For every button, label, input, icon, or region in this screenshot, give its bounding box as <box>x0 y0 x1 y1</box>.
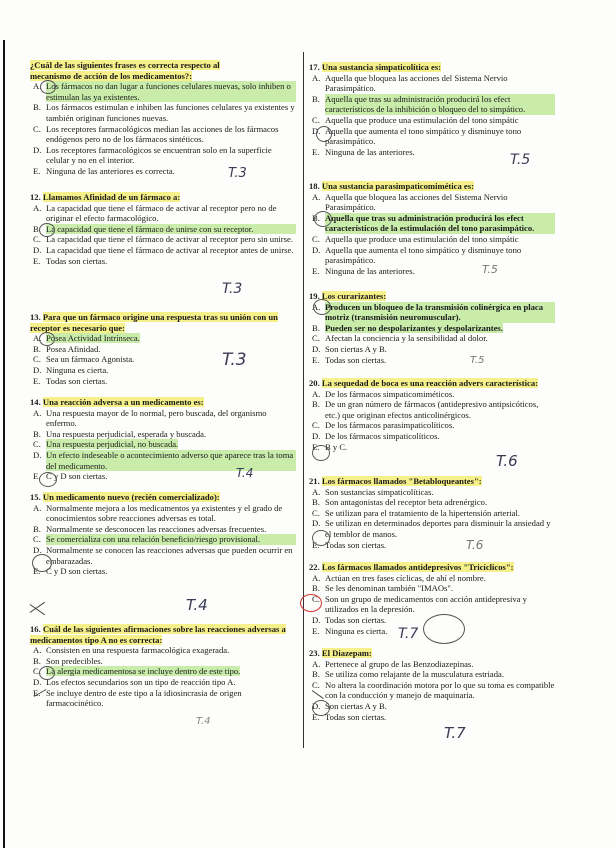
answer-circle <box>39 666 55 680</box>
question-19: 19. Los curarizantes: A. Producen un bloqueo de la transmisión colinérgica en placa motriz (transmisión neuromuscular). B. Pueden ser no despolarizantes y despolarizantes. C. Afectan la conciencia y la sensibilidad al dolor. D. Son ciertas A y B. E. Todas son ciertas. <box>309 291 555 365</box>
option-a: A. Aquella que bloquea las acciones del Sistema Nervio Parasimpático. <box>312 191 508 213</box>
answer-circle <box>39 223 55 237</box>
scan-edge-line <box>3 40 5 848</box>
option-e: E. Todas son ciertas. <box>33 255 108 266</box>
question-stem: Para que un fármaco origine una respuesta tras su unión con un receptor es necesario que: <box>30 312 278 333</box>
question-stem: Los fármacos llamados "Betabloqueantes": <box>321 476 482 486</box>
option-c: C. Una respuesta perjudicial, no buscada. <box>33 439 179 450</box>
option-b: B. Se utiliza como relajante de la musculatura estriada. <box>312 669 504 680</box>
option-b: B. Aquella que tras su administración producirá los efect característicos de la inhibición o bloqueo del to simpático. <box>309 94 555 115</box>
handwritten-note: T.3 <box>228 166 247 181</box>
question-stem: ¿Cuál de las siguientes frases es correcta respecto al <box>30 60 220 70</box>
option-d: D. Se utilizan en determinados deportes para disminuir la ansiedad y el temblor de manos. <box>312 518 551 539</box>
option-e: E. Todas son ciertas. <box>312 711 387 722</box>
question-22: 22. Los fármacos llamados antidepresivos "Tricíclicos": A. Actúan en tres fases cíclicas, de ahí el nombre. B. Se les denominan también "IMAOs". C. Son un grupo de medicamentos con acción antidepresiva y utilizados en la depresión. D. Todas son ciertas. E. Ninguna es cierta. <box>309 562 555 636</box>
option-d: D. Aquella que aumenta el tono simpático y disminuye tono parasimpático. <box>312 244 522 266</box>
question-stem: Una sustancia simpaticolítica es: <box>321 62 442 72</box>
option-d: D. Los efectos secundarios son un tipo de reacción tipo A. <box>33 676 236 687</box>
option-b: B. Normalmente se desconocen las reacciones adversas frecuentes. <box>33 523 267 534</box>
option-b: B. Son antagonistas del receptor beta adrenérgico. <box>312 497 488 508</box>
answer-circle <box>40 80 56 94</box>
option-e: E. C y D son ciertas. <box>33 566 108 577</box>
answer-circle <box>32 554 52 572</box>
option-b: B. Una respuesta perjudicial, esperada y buscada. <box>33 428 207 439</box>
option-b: B. Se les denominan también "IMAOs". <box>312 583 454 594</box>
question-12: 12. Llamamos Afinidad de un fármaco a: A. La capacidad que tiene el fármaco de activar al receptor pero no de originar el efecto farmacológico. B. La capacidad que tiene el fármaco de unirse con su receptor. C. La capacidad que tiene el fármaco de activar al receptor pero sin unirse. D. La capacidad que tiene el fármaco de activar al receptor antes de unirse. E. Todas son ciertas. <box>30 192 296 266</box>
question-17: 17. Una sustancia simpaticolítica es: A. Aquella que bloquea las acciones del Sistema Nervio Parasimpático. B. Aquella que tras su administración producirá los efect característicos de la inhibición o bloqueo del to simpático. C. Aquella que produce una estimulación del tono simpátic D. Aquella que aumenta el tono simpático y disminuye tono parasimpático. E. Ninguna de las anteriores. <box>309 62 555 157</box>
option-a: A. Actúan en tres fases cíclicas, de ahí el nombre. <box>312 572 486 583</box>
option-b: B. Son predecibles. <box>33 655 103 666</box>
handwritten-note: T.5 <box>482 263 498 276</box>
option-d: D. Son ciertas A y B. <box>312 343 387 354</box>
handwritten-loop <box>423 614 465 644</box>
handwritten-note: T.3 <box>222 281 243 297</box>
option-c: C. No altera la coordinación motora por lo que su toma es compatible con la conducción y manejo de maquinaria. <box>312 679 555 701</box>
option-b: B. Posea Afinidad. <box>33 343 101 354</box>
option-d: D. Aquella que aumenta el tono simpático y disminuye tono parasimpático. <box>312 125 522 147</box>
option-b: B. La capacidad que tiene el fármaco de unirse con su receptor. <box>30 224 296 235</box>
option-c: C. La alergia medicamentosa se incluye dentro de este tipo. <box>33 666 241 677</box>
handwritten-note: T.4 <box>196 716 211 727</box>
option-c: C. La capacidad que tiene el fármaco de activar al receptor pero sin unirse. <box>33 234 293 245</box>
option-a: A. Normalmente mejora a los medicamentos ya existentes y el grado de conocimientos sobre reacciones adversas es total. <box>33 502 283 524</box>
question-stem: La sequedad de boca es una reacción advers característica: <box>321 378 538 388</box>
option-e: E. Ninguna de las anteriores. <box>312 265 415 276</box>
option-e: E. Ninguna es cierta. <box>312 625 388 636</box>
question-stem: Llamamos Afinidad de un fármaco a: <box>42 192 181 202</box>
option-e: E. B y C. <box>312 441 348 452</box>
answer-circle <box>312 445 330 461</box>
option-d: D. Ninguna es cierta. <box>33 364 109 375</box>
option-c: C. Sea un fármaco Agonista. <box>33 354 135 365</box>
answer-circle <box>314 211 332 227</box>
handwritten-note: T.3 <box>222 350 247 370</box>
option-a: A. Los fármacos no dan lugar a funciones celulares nuevas, solo inhiben o estimulan las ya existentes. <box>30 81 296 102</box>
option-a: A. Aquella que bloquea las acciones del Sistema Nervio Parasimpático. <box>312 72 508 94</box>
question-21: 21. Los fármacos llamados "Betabloqueantes": A. Son sustancias simpaticolíticas. B. Son antagonistas del receptor beta adrenérgico. C. Se utilizan para el tratamiento de la hipertensión arterial. D. Se utilizan en determinados deportes para disminuir la ansiedad y el temblor de manos. E. Todas son ciertas. <box>309 476 555 550</box>
option-c: C. Se utilizan para el tratamiento de la hipertensión arterial. <box>312 507 520 518</box>
handwritten-note: T.7 <box>398 626 419 642</box>
column-divider <box>303 52 304 748</box>
option-d: D. Todas son ciertas. <box>312 614 387 625</box>
question-stem: Una sustancia parasimpaticomimética es: <box>321 181 474 191</box>
option-c: C. Son un grupo de medicamentos con acción antidepresiva y utilizados en la depresión. <box>312 593 527 615</box>
option-b: B. Los fármacos estimulan e inhiben las funciones celulares ya existentes y también originan funciones nuevas. <box>33 102 295 123</box>
option-b: B. Aquella que tras su administración producirá los efect característicos de la estimulación del tono parasimpático. <box>309 213 555 234</box>
question-16: 16. Cuál de las siguientes afirmaciones sobre las reacciones adversas a medicamentos tipo A no es correcta: A. Consisten en una respuesta farmacológica exagerada. B. Son predecibles. C. La alergia medicamentosa se incluye dentro de este tipo. D. Los efectos secundarios son un tipo de reacción tipo A. E. Se incluye dentro de este tipo a la idiosincrasia de origen farmacocinético. <box>30 624 296 709</box>
option-c: C. Aquella que produce una estimulación del tono simpátic <box>312 114 519 125</box>
answer-circle <box>312 700 330 716</box>
option-b: B. De un gran número de fármacos (antidepresivo antipsicóticos, etc.) que originan efectos anticolinérgicos. <box>312 399 539 420</box>
option-e: E. Se incluye dentro de este tipo a la idiosincrasia de origen farmacocinético. <box>33 687 242 709</box>
answer-circle <box>39 332 55 346</box>
option-a: A. Posea Actividad Intrínseca. <box>33 333 140 344</box>
option-a: A. Una respuesta mayor de lo normal, pero buscada, del organismo enfermo. <box>33 407 267 429</box>
question-15: 15. Un medicamento nuevo (recién comercializado): A. Normalmente mejora a los medicamentos ya existentes y el grado de conocimientos sobre reacciones adversas es total. B. Normalmente se desconocen las reacciones adversas frecuentes. C. Se comercializa con una relación beneficio/riesgo provisional. D. Normalmente se conocen las reacciones adversas que pueden ocurrir en embarazadas. E. C y D son ciertas. <box>30 492 296 577</box>
option-d: D. Son ciertas A y B. <box>312 700 387 711</box>
question-stem: Los fármacos llamados antidepresivos "Tricíclicos": <box>321 562 514 572</box>
option-d: D. Normalmente se conocen las reacciones adversas que pueden ocurrir en embarazadas. <box>33 544 293 566</box>
option-c: C. De los fármacos parasimpaticolíticos. <box>312 420 455 431</box>
option-a: A. Pertenece al grupo de las Benzodiazepinas. <box>312 658 474 669</box>
option-b: B. Pueden ser no despolarizantes y despolarizantes. <box>312 322 503 333</box>
option-d: D. Los receptores farmacológicos se encuentran solo en la superficie celular y no en el interior. <box>33 144 272 166</box>
handwritten-note: T.6 <box>466 538 484 552</box>
option-a: A. De los fármacos simpaticomiméticos. <box>312 388 455 399</box>
option-c: C. Se comercializa con una relación beneficio/riesgo provisional. <box>30 534 296 545</box>
question-stem: Los curarizantes: <box>321 291 387 301</box>
answer-circle <box>316 126 332 142</box>
option-c: C. Afectan la conciencia y la sensibilidad al dolor. <box>312 333 488 344</box>
question-stem: Una reacción adversa a un medicamento es: <box>42 397 204 407</box>
answer-circle <box>313 299 331 315</box>
option-e: E. Todas son ciertas. <box>33 375 108 386</box>
handwritten-note: T.4 <box>236 466 254 480</box>
question-20: 20. La sequedad de boca es una reacción advers característica: A. De los fármacos simpaticomiméticos. B. De un gran número de fármacos (antidepresivo antipsicóticos, etc.) que originan efectos anticolinérgicos. C. De los fármacos parasimpaticolíticos. D. De los fármacos simpaticolíticos. E. B y C. <box>309 378 555 452</box>
handwritten-note: T.5 <box>470 355 485 366</box>
option-d: D. Un efecto indeseable o acontecimiento adverso que aparece tras la toma del medicamento. <box>30 450 296 471</box>
option-a: A. La capacidad que tiene el fármaco de activar al receptor pero no de originar el efecto farmacológico. <box>33 202 277 224</box>
option-d: D. La capacidad que tiene el fármaco de activar al receptor antes de unirse. <box>33 244 294 255</box>
answer-circle-red <box>300 594 322 612</box>
option-c: C. Los receptores farmacológicos median las acciones de los fármacos endógenos pero no de los fármacos sintéticos. <box>33 123 279 145</box>
option-e: E. Ninguna de las anteriores. <box>312 146 415 157</box>
question-stem: Un medicamento nuevo (recién comercializado): <box>42 492 220 502</box>
handwritten-note: T.6 <box>496 452 518 470</box>
question-stem-cont: mecanismo de acción de los medicamentos?: <box>30 70 193 81</box>
option-a: A. Consisten en una respuesta farmacológica exagerada. <box>33 645 230 656</box>
question-13: 13. Para que un fármaco origine una respuesta tras su unión con un receptor es necesario que: A. Posea Actividad Intrínseca. B. Posea Afinidad. C. Sea un fármaco Agonista. D. Ninguna es cierta. E. Todas son ciertas. <box>30 312 296 386</box>
answer-circle <box>312 530 330 546</box>
option-a: A. Son sustancias simpaticolíticas. <box>312 486 434 497</box>
question-23: 23. El Diazepam: A. Pertenece al grupo de las Benzodiazepinas. B. Se utiliza como relajante de la musculatura estriada. C. No altera la coordinación motora por lo que su toma es compatible con la conducción y manejo de maquinaria. D. Son ciertas A y B. E. Todas son ciertas. <box>309 648 555 722</box>
question-stem: Cuál de las siguientes afirmaciones sobre las reacciones adversas a medicamentos tipo A no es correcta: <box>30 624 286 645</box>
option-e: E. Ninguna de las anteriores es correcta. <box>33 165 175 176</box>
question-stem: El Diazepam: <box>321 648 372 658</box>
cross-mark <box>30 602 45 613</box>
option-e: E. C y D son ciertas. <box>33 471 108 482</box>
option-e: E. Todas son ciertas. <box>312 354 387 365</box>
answer-circle <box>39 472 57 487</box>
handwritten-note: T.4 <box>186 596 208 614</box>
handwritten-note: T.5 <box>510 152 531 168</box>
option-d: D. De los fármacos simpaticolíticos. <box>312 430 440 441</box>
question-1 <box>30 60 296 177</box>
option-a: A. Producen un bloqueo de la transmisión colinérgica en placa motriz (transmisión neuromuscular). <box>309 302 555 323</box>
handwritten-note: T.7 <box>444 724 466 742</box>
question-14: 14. Una reacción adversa a un medicamento es: A. Una respuesta mayor de lo normal, pero buscada, del organismo enfermo. B. Una respuesta perjudicial, esperada y buscada. C. Una respuesta perjudicial, no buscada. D. Un efecto indeseable o acontecimiento adverso que aparece tras la toma del medicamento. E. C y D son ciertas. <box>30 397 296 482</box>
question-18: 18. Una sustancia parasimpaticomimética es: A. Aquella que bloquea las acciones del Sistema Nervio Parasimpático. B. Aquella que tras su administración producirá los efect característicos de la estimulación del tono parasimpático. C. Aquella que produce una estimulación del tono simpátic D. Aquella que aumenta el tono simpático y disminuye tono parasimpático. E. Ninguna de las anteriores. <box>309 181 555 276</box>
option-c: C. Aquella que produce una estimulación del tono simpátic <box>312 233 519 244</box>
option-e: E. Todas son ciertas. <box>312 539 387 550</box>
